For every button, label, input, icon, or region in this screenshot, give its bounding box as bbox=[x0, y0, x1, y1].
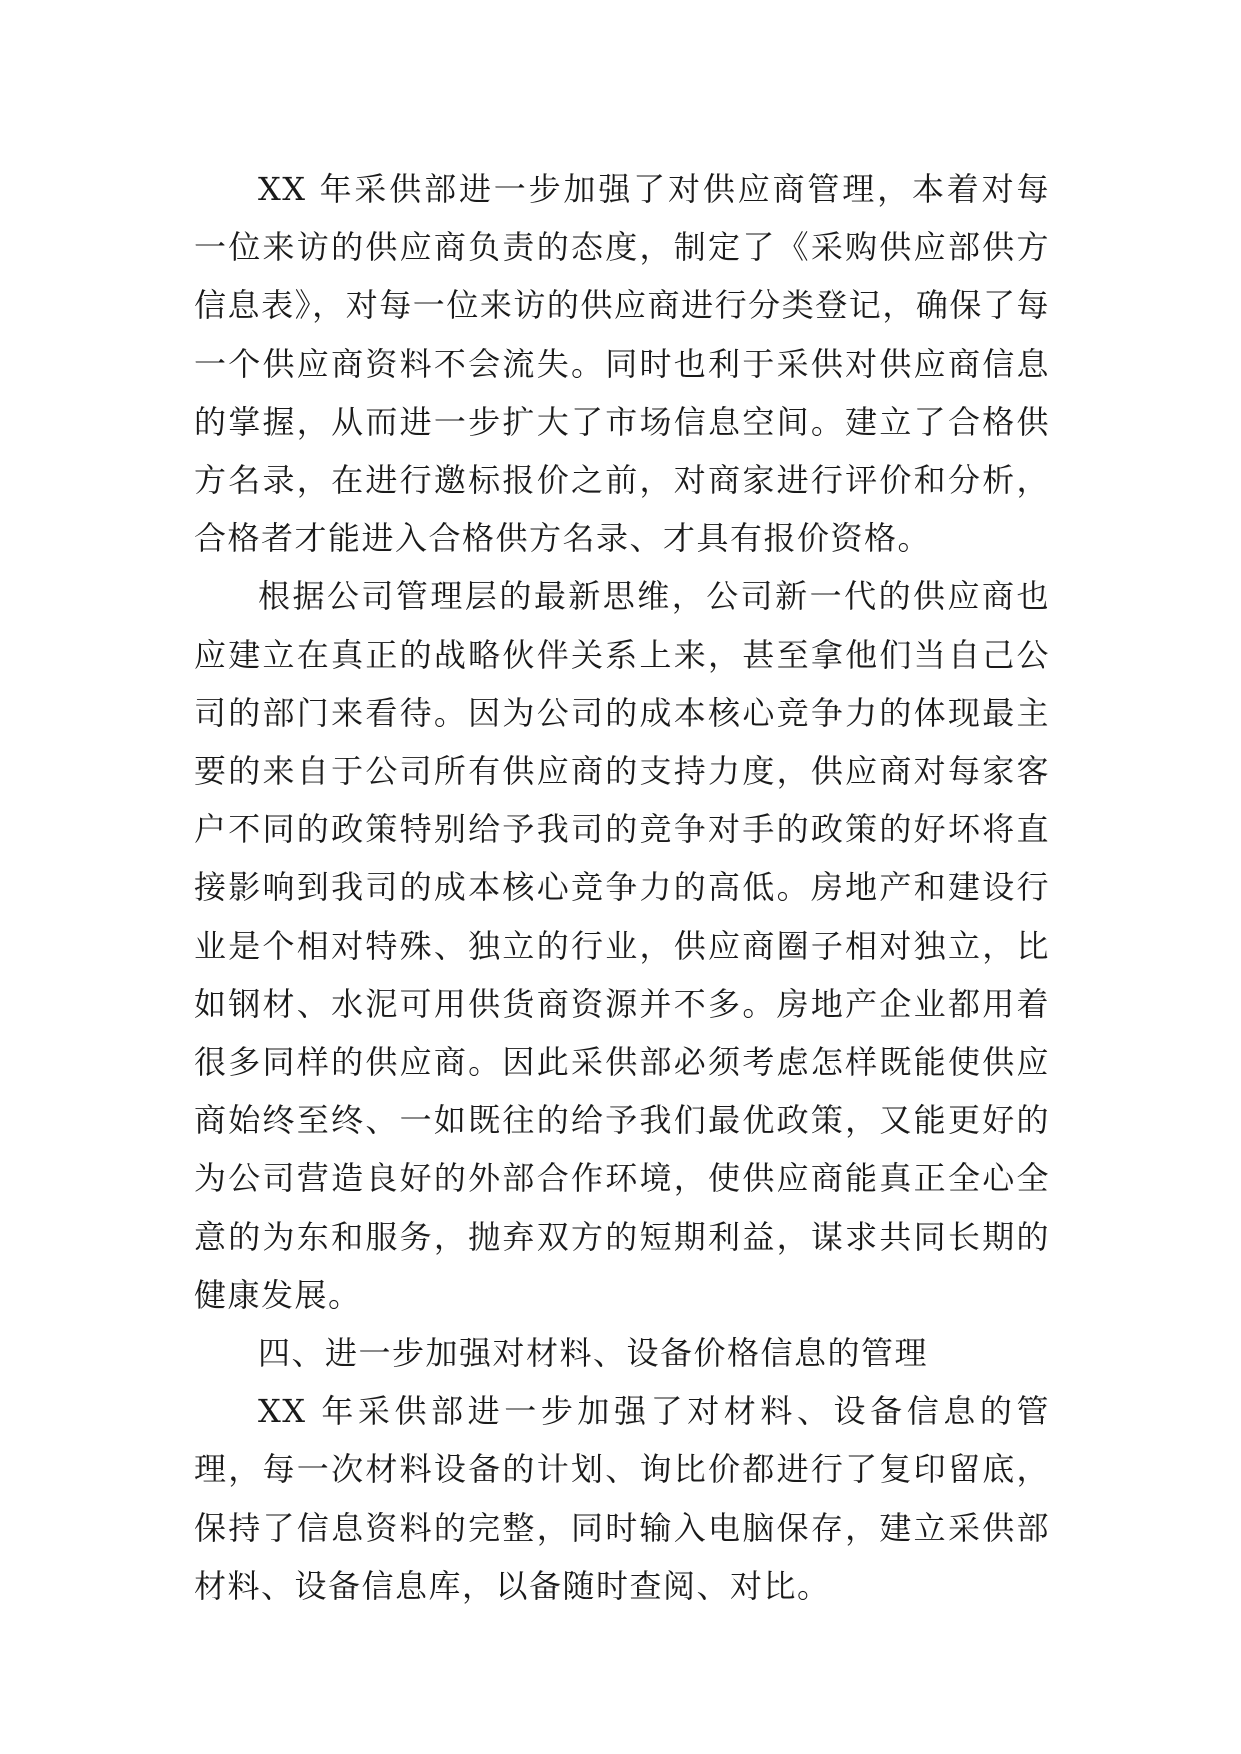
document-body bbox=[194, 160, 1050, 1615]
section-heading: 四、进一步加强对材料、设备价格信息的管理 bbox=[258, 1334, 929, 1373]
paragraph-supplier-management: XX 年采供部进一步加强了对供应商管理，本着对每一位来访的供应商负责的态度，制定了《采购供应部供方信息表》，对每一位来访的供应商进行分类登记，确保了每一个供应商资料不会流失。同时也利于采供对供应商信息的掌握，从而进一步扩大了市场信息空间。建立了合格供方名录，在进行邀标报价之前，对商家进行评价和分析，合格者才能进入合格供方名录、才具有报价资格。 bbox=[194, 170, 1050, 558]
paragraph-strategic-partnership: 根据公司管理层的最新思维，公司新一代的供应商也应建立在真正的战略伙伴关系上来，甚至拿他们当自己公司的部门来看待。因为公司的成本核心竞争力的体现最主要的来自于公司所有供应商的支持力度，供应商对每家客户不同的政策特别给予我司的竞争对手的政策的好坏将直接影响到我司的成本核心竞争力的高低。房地产和建设行业是个相对特殊、独立的行业，供应商圈子相对独立，比如钢材、水泥可用供货商资源并不多。房地产企业都用着很多同样的供应商。因此采供部必须考虑怎样既能使供应商始终至终、一如既往的给予我们最优政策，又能更好的为公司营造良好的外部合作环境，使供应商能真正全心全意的为东和服务，抛弃双方的短期利益，谋求共同长期的健康发展。 bbox=[194, 577, 1050, 1314]
paragraph-price-information: XX 年采供部进一步加强了对材料、设备信息的管理，每一次材料设备的计划、询比价都进行了复印留底，保持了信息资料的完整，同时输入电脑保存，建立采供部材料、设备信息库，以备随时查阅、对比。 bbox=[194, 1392, 1050, 1605]
